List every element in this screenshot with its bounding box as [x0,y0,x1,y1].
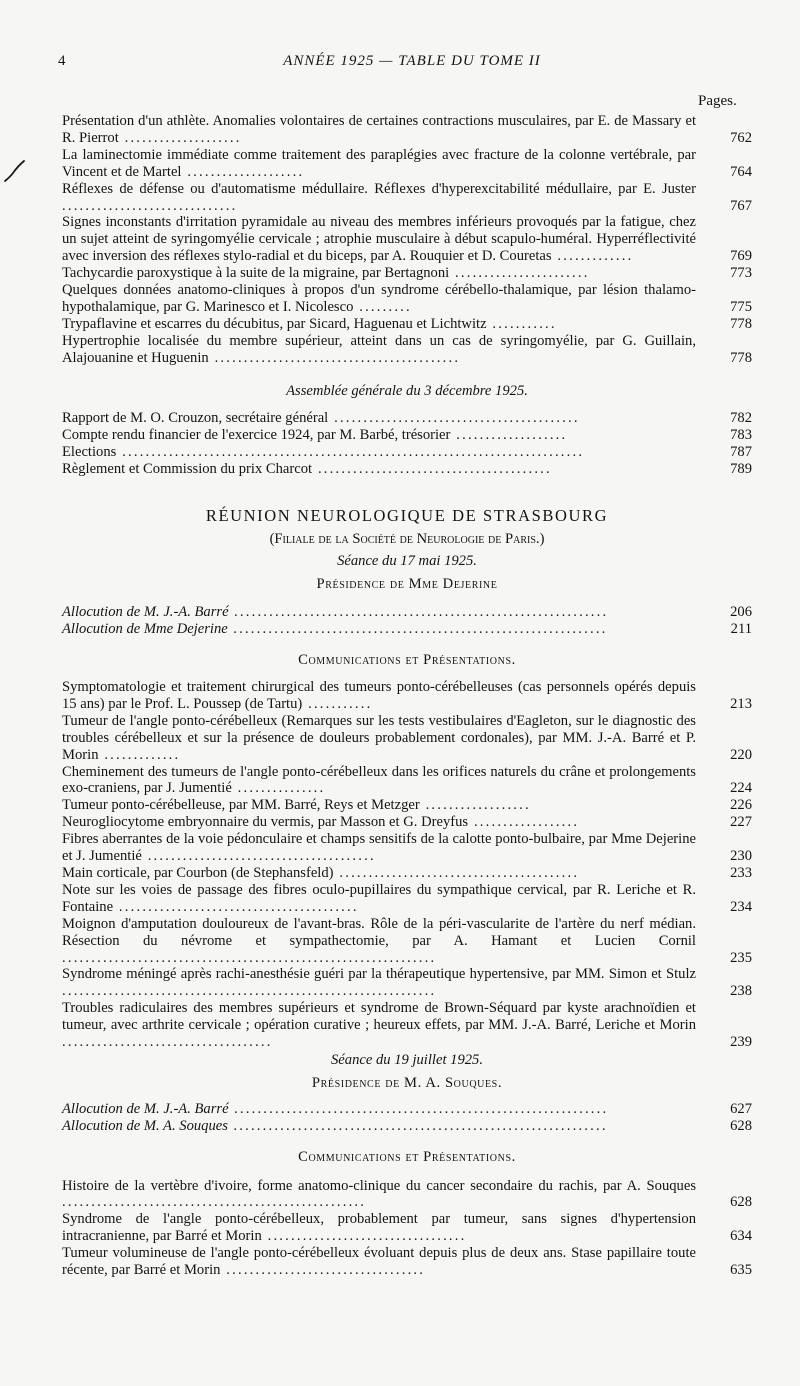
entry-text: Syndrome méningé après rachi-anesthésie guéri par la thérapeutique hypertensive, par MM. Simon et Stulz [62,966,696,983]
toc-entry: Rapport de M. O. Crouzon, secrétaire général .......................................... 782 [62,409,752,426]
toc-entry: Tumeur volumineuse de l'angle ponto-cérébelleux évoluant depuis plus de deux ans. Stase papillaire toute récente, par Barré et Morin .................................. 635 [62,1245,752,1279]
entry-text: Rapport de M. O. Crouzon, secrétaire général [62,409,329,426]
strasbourg-title: RÉUNION NEUROLOGIQUE DE STRASBOURG [205,506,609,525]
toc-section-assemblee [62,383,752,478]
toc-entry: Tachycardie paroxystique à la suite de la migraine, par Bertagnoni ....................... 773 [62,265,752,282]
entry-page: 238 [730,983,752,1000]
toc-section-seances [62,113,752,367]
toc-entry: Fibres aberrantes de la voie pédonculaire et champs sensitifs de la calotte ponto-bulbaire, par Mme Dejerine et J. Jumentié ....................................... 230 [62,831,752,865]
entry-text: Signes inconstants d'irritation pyramidale au niveau des membres inférieurs provoqués par la fatigue, chez un sujet atteint de syringomyélie cervicale ; atrophie musculaire à début scapulo-huméral. Hyperréflectivité avec inversion des réflexes stylo-radial et du biceps, par A. Rouquier et D. Couretas [62,214,696,265]
toc-entry: Troubles radiculaires des membres supérieurs et syndrome de Brown-Séquard par kyste arachnoïdien et tumeur, avec arthrite cervicale ; opération curative ; heureux effets, par MM. J.-A. Barré, Leriche et Morin .................................... 239 [62,1000,752,1051]
entry-page: 783 [730,426,752,443]
toc-entry: Symptomatologie et traitement chirurgical des tumeurs ponto-cérébelleuses (cas personnels opérés depuis 15 ans) par le Prof. L. Poussep (de Tartu) ........... 213 [62,679,752,712]
entry-text: Histoire de la vertèbre d'ivoire, forme anatomo-clinique du cancer secondaire du rachis, par A. Souques [62,1177,696,1194]
entry-text: Elections [62,443,117,460]
entry-text: Allocution de M. J.-A. Barré [62,604,229,620]
entry-text: Quelques données anatomo-cliniques à propos d'un syndrome cérébello-thalamique, par lésion thalamo-hypothalamique, par G. Marinesco et I. Nicolesco [62,282,696,315]
entry-text: Tumeur ponto-cérébelleuse, par MM. Barré, Reys et Metzger [62,797,420,814]
entry-page: 239 [730,1034,752,1051]
entry-page: 767 [730,197,752,214]
running-title: ANNÉE 1925 — TABLE DU TOME II [283,53,541,69]
seance2-presidence: Présidence de M. A. Souques. [311,1074,503,1091]
entry-text: Tumeur de l'angle ponto-cérébelleux (Remarques sur les tests vestibulaires d'Eagleton, sur le diagnostic des troubles cérébelleux et sur la présence de douleurs probablement cordonales), par MM. J.-A. Barré et P. Morin [62,712,696,763]
entry-text: Règlement et Commission du prix Charcot [62,460,313,477]
toc-entry: Réflexes de défense ou d'automatisme médullaire. Réflexes d'hyperexcitabilité médullaire, par E. Juster .............................. 767 [62,180,752,214]
seance2-heading: Séance du 19 juillet 1925. [331,1052,483,1068]
toc-entry: Cheminement des tumeurs de l'angle ponto-cérébelleux dans les orifices naturels du crâne et prolongements exo-craniens, par J. Jumentié ............... 224 [62,763,752,797]
toc-entry: La laminectomie immédiate comme traitement des paraplégies avec fracture de la colonne vertébrale, par Vincent et de Martel .................... 764 [62,146,752,180]
toc-entry: Syndrome de l'angle ponto-cérébelleux, probablement par tumeur, sans signes d'hypertension intracranienne, par Barré et Morin .................................. 634 [62,1211,752,1245]
seance2-comm-heading: Communications et Présentations. [298,1148,516,1165]
entry-page: 627 [730,1100,752,1117]
entry-text: Troubles radiculaires des membres supérieurs et syndrome de Brown-Séquard par kyste arachnoïdien et tumeur, avec arthrite cervicale ; opération curative ; heureux effets, par MM. J.-A. Barré, Leriche et Morin [62,1000,696,1034]
pages-column-label: Pages. [698,93,737,109]
entry-page: 775 [730,298,752,315]
entry-page: 789 [730,460,752,477]
entry-page: 628 [730,1117,752,1134]
toc-entry: Allocution de M. J.-A. Barré ................................................................ 206 [62,604,752,620]
entry-text: Présentation d'un athlète. Anomalies volontaires de certaines contractions musculaires, par E. de Massary et R. Pierrot [62,113,696,146]
entry-text: Fibres aberrantes de la voie pédonculaire et champs sensitifs de la calotte ponto-bulbaire, par Mme Dejerine et J. Jumentié [62,831,696,865]
toc-entry: Histoire de la vertèbre d'ivoire, forme anatomo-clinique du cancer secondaire du rachis, par A. Souques .................................................... 628 [62,1177,752,1211]
running-head [58,53,762,70]
seance1-allocutions [62,604,752,669]
entry-text: Allocution de Mme Dejerine [62,620,228,637]
entry-page: 635 [730,1262,752,1279]
entry-text: Allocution de M. A. Souques [62,1117,228,1134]
toc-entry: Compte rendu financier de l'exercice 1924, par M. Barbé, trésorier ................... 783 [62,426,752,443]
entry-page: 211 [730,620,752,637]
entry-text: Tumeur volumineuse de l'angle ponto-cérébelleux évoluant depuis plus de deux ans. Stase papillaire toute récente, par Barré et Morin [62,1245,696,1279]
entry-page: 634 [730,1228,752,1245]
entry-text: Trypaflavine et escarres du décubitus, par Sicard, Haguenau et Lichtwitz [62,315,487,332]
entry-text: Main corticale, par Courbon (de Stephansfeld) [62,864,334,881]
toc-entry: Allocution de Mme Dejerine ................................................................ 211 [62,620,752,637]
toc-entry: Signes inconstants d'irritation pyramidale au niveau des membres inférieurs provoqués par la fatigue, chez un sujet atteint de syringomyélie cervicale ; atrophie musculaire à début scapulo-huméral. Hyperréflectivité avec inversion des réflexes stylo-radial et du biceps, par A. Rouquier et D. Couretas ............. 769 [62,214,752,265]
entry-text: Syndrome de l'angle ponto-cérébelleux, probablement par tumeur, sans signes d'hypertension intracranienne, par Barré et Morin [62,1211,696,1245]
toc-entry: Neurogliocytome embryonnaire du vermis, par Masson et G. Dreyfus .................. 227 [62,814,752,831]
entry-page: 762 [730,129,752,146]
toc-entry: Main corticale, par Courbon (de Stephansfeld) ......................................... 233 [62,864,752,881]
entry-text: Symptomatologie et traitement chirurgical des tumeurs ponto-cérébelleuses (cas personnels opérés depuis 15 ans) par le Prof. L. Poussep (de Tartu) [62,679,696,712]
toc-entry: Trypaflavine et escarres du décubitus, par Sicard, Haguenau et Lichtwitz ........... 778 [62,315,752,332]
entry-text: Réflexes de défense ou d'automatisme médullaire. Réflexes d'hyperexcitabilité médullaire, par E. Juster [62,180,696,197]
entry-page: 773 [730,265,752,282]
strasbourg-subtitle: (Filiale de la Société de Neurologie de Paris.) [269,530,545,547]
assemblee-heading: Assemblée générale du 3 décembre 1925. [286,383,528,399]
entry-text: La laminectomie immédiate comme traitement des paraplégies avec fracture de la colonne vertébrale, par Vincent et de Martel [62,146,696,180]
handwritten-check-mark [4,160,26,186]
toc-entry: Allocution de M. A. Souques ................................................................ 628 [62,1117,752,1134]
entry-page: 224 [730,780,752,797]
seance1-comm-heading: Communications et Présentations. [298,651,516,668]
entry-text: Note sur les voies de passage des fibres oculo-pupillaires du sympathique cervical, par R. Leriche et R. Fontaine [62,881,696,915]
seance1-presidence: Présidence de Mme Dejerine [316,575,498,592]
toc-entry: Allocution de M. J.-A. Barré ................................................................ 627 [62,1100,752,1117]
entry-page: 226 [730,797,752,814]
seance1-entries [62,679,752,1051]
entry-page: 213 [730,695,752,712]
entry-page: 235 [730,949,752,966]
entry-page: 628 [730,1194,752,1211]
entry-page: 764 [730,163,752,180]
entry-text: Moignon d'amputation douloureux de l'avant-bras. Rôle de la péri-vascularite de l'artère du nerf médian. Résection du névrome et sympathectomie, par A. Hamant et Lucien Cornil [62,915,696,949]
entry-text: Cheminement des tumeurs de l'angle ponto-cérébelleux dans les orifices naturels du crâne et prolongements exo-craniens, par J. Jumentié [62,763,696,797]
entry-page: 220 [730,746,752,763]
entry-text: Compte rendu financier de l'exercice 1924, par M. Barbé, trésorier [62,426,451,443]
entry-page: 227 [730,814,752,831]
toc-entry: Elections ............................................................................... 787 [62,443,752,460]
toc-entry: Présentation d'un athlète. Anomalies volontaires de certaines contractions musculaires, par E. de Massary et R. Pierrot .................... 762 [62,113,752,146]
seance1-heading: Séance du 17 mai 1925. [337,552,477,569]
entry-page: 778 [730,349,752,366]
toc-entry: Tumeur de l'angle ponto-cérébelleux (Remarques sur les tests vestibulaires d'Eagleton, sur le diagnostic des troubles cérébelleux et sur la présence de douleurs probablement cordonales), par MM. J.-A. Barré et P. Morin ............. 220 [62,712,752,763]
entry-page: 787 [730,443,752,460]
strasbourg-header [62,508,752,593]
entry-page: 234 [730,898,752,915]
toc-entry: Règlement et Commission du prix Charcot ........................................ 789 [62,460,752,477]
toc-entry: Note sur les voies de passage des fibres oculo-pupillaires du sympathique cervical, par R. Leriche et R. Fontaine ......................................... 234 [62,881,752,915]
entry-page: 233 [730,864,752,881]
seance2-header [62,1052,752,1279]
toc-entry: Tumeur ponto-cérébelleuse, par MM. Barré, Reys et Metzger .................. 226 [62,797,752,814]
entry-text: Tachycardie paroxystique à la suite de la migraine, par Bertagnoni [62,265,450,282]
toc-entry: Quelques données anatomo-cliniques à propos d'un syndrome cérébello-thalamique, par lésion thalamo-hypothalamique, par G. Marinesco et I. Nicolesco ......... 775 [62,282,752,315]
toc-entry: Moignon d'amputation douloureux de l'avant-bras. Rôle de la péri-vascularite de l'artère du nerf médian. Résection du névrome et sympathectomie, par A. Hamant et Lucien Cornil ................................................................ 235 [62,915,752,966]
entry-page: 778 [730,315,752,332]
toc-entry: Syndrome méningé après rachi-anesthésie guéri par la thérapeutique hypertensive, par MM. Simon et Stulz ................................................................ 238 [62,966,752,1000]
entry-page: 230 [730,848,752,865]
entry-page: 782 [730,409,752,426]
entry-page: 206 [730,604,752,620]
entry-text: Hypertrophie localisée du membre supérieur, atteint dans un cas de syringomyélie, par G. Guillain, Alajouanine et Huguenin [62,332,696,366]
entry-page: 769 [730,248,752,265]
entry-text: Allocution de M. J.-A. Barré [62,1100,229,1117]
page-number: 4 [58,53,67,69]
toc-entry: Hypertrophie localisée du membre supérieur, atteint dans un cas de syringomyélie, par G. Guillain, Alajouanine et Huguenin .......................................... 778 [62,332,752,366]
entry-text: Neurogliocytome embryonnaire du vermis, par Masson et G. Dreyfus [62,814,469,831]
